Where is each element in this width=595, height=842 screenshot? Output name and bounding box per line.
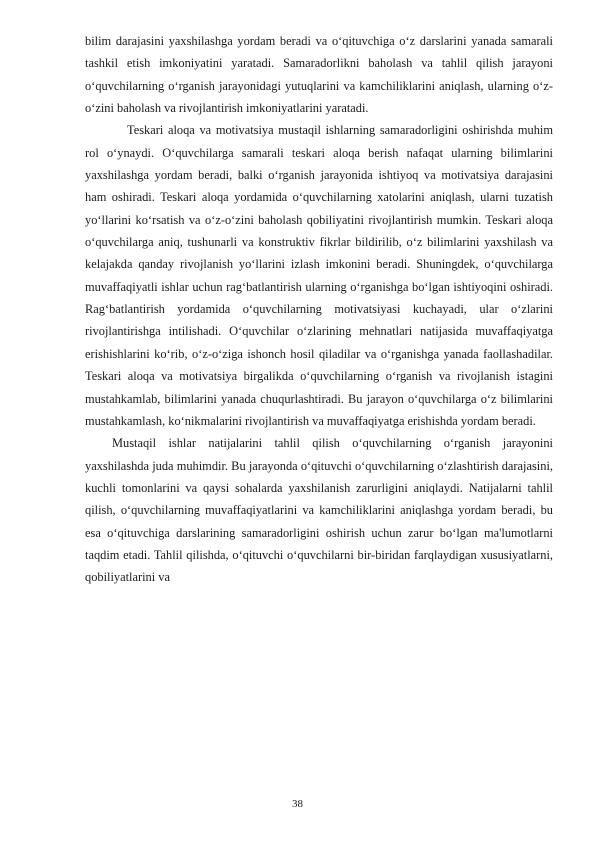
paragraph-feedback-motivation: Teskari aloqa va motivatsiya mustaqil ishlarning samaradorligini oshirishda muhim rol o‘ynaydi. O‘quvchilarga samarali teskari aloqa berish nafaqat ularning bilimlarini yaxshilashga yordam beradi, balki o‘rganish jarayonida ishtiyoq va motivatsiya darajasini ham oshiradi. Teskari aloqa yordamida o‘quvchilarning xatolarini aniqlash, ularni tuzatish yo‘llarini ko‘rsatish va o‘z-o‘zini baholash qobiliyatini rivojlantirish mumkin. Teskari aloqa o‘quvchilarga aniq, tushunarli va konstruktiv fikrlar bildirilib, o‘z bilimlarini yaxshilash va kelajakda qanday rivojlanish yo‘llarini izlash imkonini beradi. Shuningdek, o‘quvchilarga muvaffaqiyatli ishlar uchun rag‘batlantirish ularning o‘rganishga bo‘lgan ishtiyoqini oshiradi. Rag‘batlantirish yordamida o‘quvchilarning motivatsiyasi kuchayadi, ular o‘zlarini rivojlantirishga intilishadi. O‘quvchilar o‘zlarining mehnatlari natijasida muvaffaqiyatga erishishlarini ko‘rib, o‘z-o‘ziga ishonch hosil qiladilar va o‘rganishga yanada faollashadilar. Teskari aloqa va motivatsiya birgalikda o‘quvchilarning o‘rganish va rivojlanish istagini mustahkamlab, bilimlarini yanada chuqurlashtiradi. Bu jarayon o‘quvchilarga o‘z bilimlarini mustahkamlash, ko‘nikmalarini rivojlantirish va muvaffaqiyatga erishishda yordam beradi. <box>85 123 553 428</box>
page-number: 38 <box>292 798 303 810</box>
paragraph-results-analysis: Mustaqil ishlar natijalarini tahlil qilish o‘quvchilarning o‘rganish jarayonini yaxshilashda juda muhimdir. Bu jarayonda o‘qituvchi o‘quvchilarning o‘zlashtirish darajasini, kuchli tomonlarini va qaysi sohalarda yaxshilanish zarurligini aniqlaydi. Natijalarni tahlil qilish, o‘quvchilarning muvaffaqiyatlarini va kamchiliklarini aniqlashga yordam beradi, bu esa o‘qituvchiga darslarining samaradorligini oshirish uchun zarur bo‘lgan ma'lumotlarni taqdim etadi. Tahlil qilishda, o‘qituvchi o‘quvchilarni bir-biridan farqlaydigan xususiyatlarni, qobiliyatlarini va <box>85 436 553 585</box>
body-text <box>85 30 553 589</box>
paragraph-continued: bilim darajasini yaxshilashga yordam beradi va o‘qituvchiga o‘z darslarini yanada samarali tashkil etish imkoniyatini yaratadi. Samaradorlikni baholash va tahlil qilish jarayoni o‘quvchilarning o‘rganish jarayonidagi yutuqlarini va kamchiliklarini aniqlash, ularning o‘z-o‘zini baholash va rivojlantirish imkoniyatlarini yaratadi. <box>85 34 553 116</box>
